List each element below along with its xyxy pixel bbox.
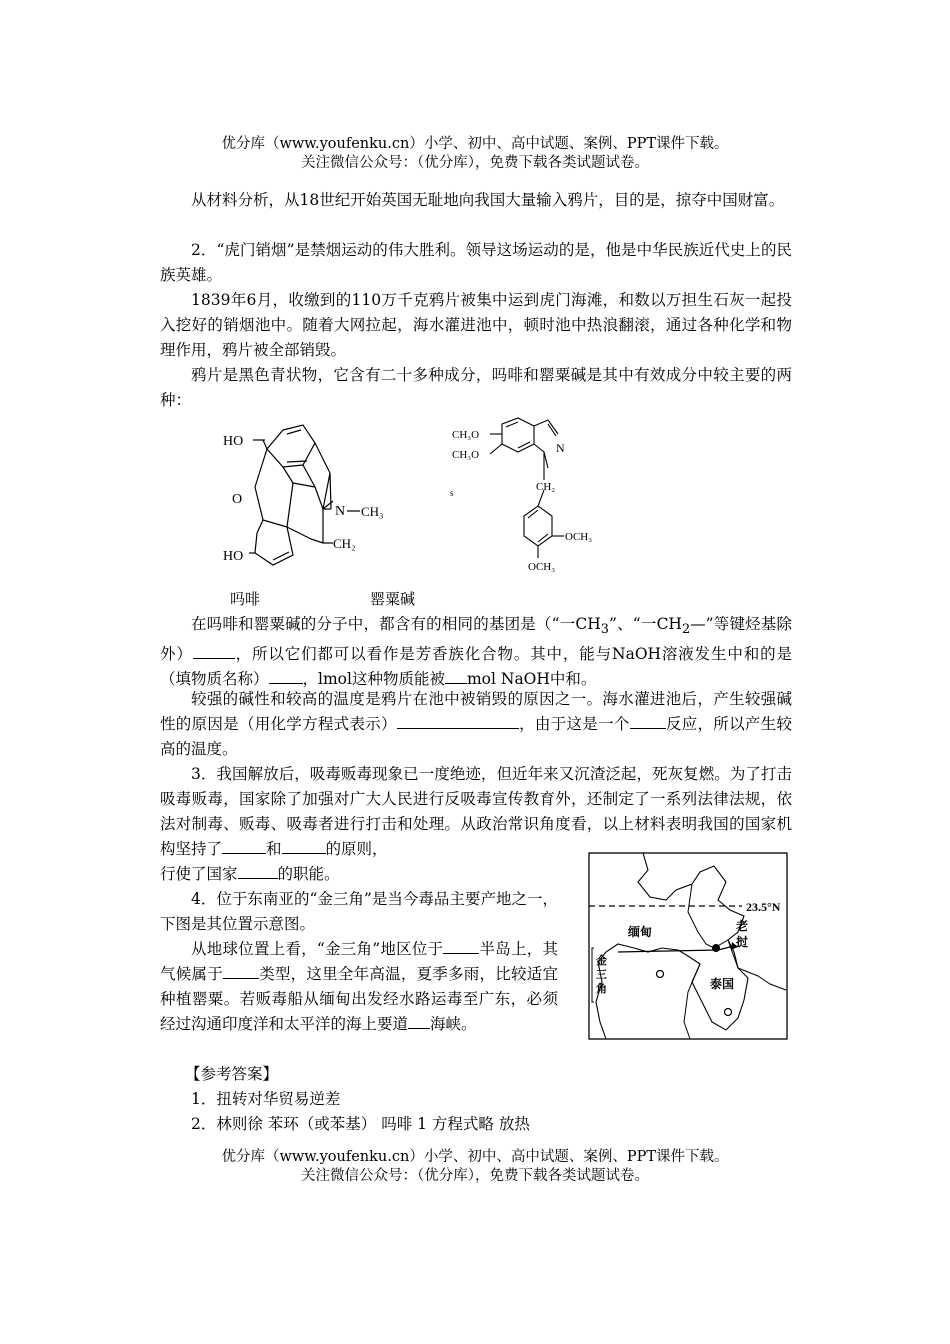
map-frame: [589, 853, 787, 1039]
answers-title: 【参考答案】: [185, 1065, 279, 1083]
p9-text-a: 从地球位置上看，“金三角”地区位于: [191, 940, 444, 958]
answer-blank[interactable]: [443, 939, 479, 954]
p5-sub-2: 2: [681, 622, 691, 638]
morphine-label: 吗啡: [230, 590, 261, 608]
papaverine-ch2: CH₂: [536, 481, 556, 493]
morphine-o: O: [232, 492, 243, 507]
answer-blank[interactable]: [630, 714, 666, 729]
papaverine-label: 罂粟碱: [370, 590, 416, 608]
papaverine-isoquinoline-ring: [502, 418, 534, 452]
latitude-label: 23.5°N: [746, 900, 781, 914]
p6-text-a: 较强的碱性和较高的温度是鸦片在池中被销毁的原因之一。海水灌进池后，产生较强碱性的原因是（用化学方程式表示）: [160, 690, 792, 733]
p5-text-f: mol NaOH中和。: [466, 670, 597, 689]
paragraph-9: [160, 937, 558, 1037]
answer-1: 1．扭转对华贸易逆差: [191, 1090, 341, 1108]
answer-blank[interactable]: [269, 669, 303, 684]
answer-blank[interactable]: [238, 864, 278, 879]
morphine-benzene-ring: [267, 425, 315, 467]
papaverine-och3-1: CH₃O: [452, 429, 480, 441]
p7-text-d: 行使了国家: [160, 865, 238, 883]
answer-blank[interactable]: [223, 964, 259, 979]
p9-text-c: 类型，这里全年高温，夏季多雨，比较适宜种植罂粟。若贩毒船从缅甸出发经水路运毒至广东，必须经过沟通印度洋和太平洋的海上要道: [160, 965, 558, 1033]
golden-triangle-label-2: 三: [596, 969, 607, 981]
header-line-2: 关注微信公众号：（优分库），免费下载各类试题试卷。: [301, 155, 649, 171]
papaverine-stray-mark: s: [450, 488, 454, 498]
morphine-ch3: CH₃: [361, 504, 384, 519]
morphine-n: N: [335, 504, 346, 519]
golden-triangle-label-1: 金: [596, 955, 607, 967]
answer-blank[interactable]: [445, 669, 467, 684]
p9-text-b: 半岛上，其气候属于: [160, 940, 558, 983]
p5-text-c: —”等键烃基除外）: [160, 615, 792, 664]
p9-text-d: 海峡。: [430, 1015, 477, 1033]
paragraph-4: 鸦片是黑色青状物，它含有二十多种成分，吗啡和罂粟碱是其中有效成分中较主要的两种：: [160, 366, 792, 409]
p5-text-d: ，所以它们都可以看作是芳香族化合物。其中，能与NaOH溶液发生中和的是（填物质名称）: [160, 645, 792, 689]
paragraph-1: 从材料分析，从18世纪开始英国无耻地向我国大量输入鸦片，目的是，掠夺中国财富。: [191, 191, 785, 209]
papaverine-n: N: [556, 441, 565, 455]
papaverine-structure: [440, 412, 610, 582]
morphine-structure: [215, 415, 405, 580]
header-line-1: 优分库（www.youfenku.cn）小学、初中、高中试题、案例、PPT课件下载。: [221, 136, 729, 152]
p5-sub-1: 3: [600, 622, 609, 638]
footer-line-2: 关注微信公众号：（优分库），免费下载各类试题试卷。: [301, 1168, 649, 1184]
p5-text-a: 在吗啡和罂粟碱的分子中，都含有的相同的基团是（“一CH: [191, 615, 601, 633]
paragraph-6: [160, 687, 792, 762]
p5-text-b: ”、“一CH: [609, 615, 682, 633]
p7-text-a: 3．我国解放后，吸毒贩毒现象已一度绝迹，但近年来又沉渣泛起，死灰复燃。为了打击吸毒贩毒，国家除了加强对广大人民进行反吸毒宣传教育外，还制定了一系列法律法规，依法对制毒、贩毒、吸毒者进行打击和处理。从政治常识角度看，以上材料表明我国的国家机构坚持了: [160, 765, 792, 858]
answer-blank[interactable]: [193, 644, 235, 659]
morphine-ho-top: HO: [223, 434, 244, 449]
p7-text-c: 的原则，: [325, 840, 388, 858]
paragraph-2: 2．“虎门销烟”是禁烟运动的伟大胜利。领导这场运动的是，他是中华民族近代史上的民族英雄。: [160, 241, 792, 284]
laos-label-1: 老: [736, 919, 749, 933]
paragraph-5: [160, 612, 792, 692]
golden-triangle-label-3: 角: [596, 983, 607, 995]
answer-blank[interactable]: [408, 1014, 430, 1029]
thailand-label: 泰国: [710, 977, 735, 991]
paragraph-8: 4．位于东南亚的“金三角”是当今毒品主要产地之一，下图是其位置示意图。: [160, 890, 558, 933]
p7-text-b: 和: [266, 840, 282, 858]
laos-label-2: 挝: [736, 935, 749, 949]
p5-text-e: ，lmol这种物质能被: [302, 670, 445, 689]
answer-blank[interactable]: [282, 839, 326, 854]
answer-blank[interactable]: [222, 839, 266, 854]
p6-text-b: ，由于这是一个: [518, 715, 630, 733]
myanmar-label: 缅甸: [628, 925, 653, 939]
golden-triangle-point: [712, 944, 720, 952]
p7-text-e: 的职能。: [277, 865, 340, 883]
papaverine-och3-3: OCH₃: [565, 531, 593, 543]
golden-triangle-map: [588, 852, 788, 1040]
answer-blank[interactable]: [397, 714, 519, 729]
paragraph-3: 1839年6月，收缴到的110万千克鸦片被集中运到虎门海滩，和数以万担生石灰一起投入挖好的销烟池中。随着大网拉起，海水灌进池中，顿时池中热浪翻滚，通过各种化学和物理作用，鸦片被全部销毁。: [160, 291, 792, 359]
answer-2: 2．林则徐 苯环（或苯基） 吗啡 1 方程式略 放热: [191, 1115, 530, 1133]
papaverine-och3-2: CH₃O: [452, 449, 480, 461]
papaverine-och3-4: OCH₃: [528, 561, 556, 573]
morphine-ho-bottom: HO: [223, 549, 244, 564]
p6-text-c: 反应，所以产生较高的温度。: [160, 715, 792, 758]
morphine-ch2: CH₂: [333, 536, 356, 551]
footer-line-1: 优分库（www.youfenku.cn）小学、初中、高中试题、案例、PPT课件下载。: [221, 1149, 729, 1165]
